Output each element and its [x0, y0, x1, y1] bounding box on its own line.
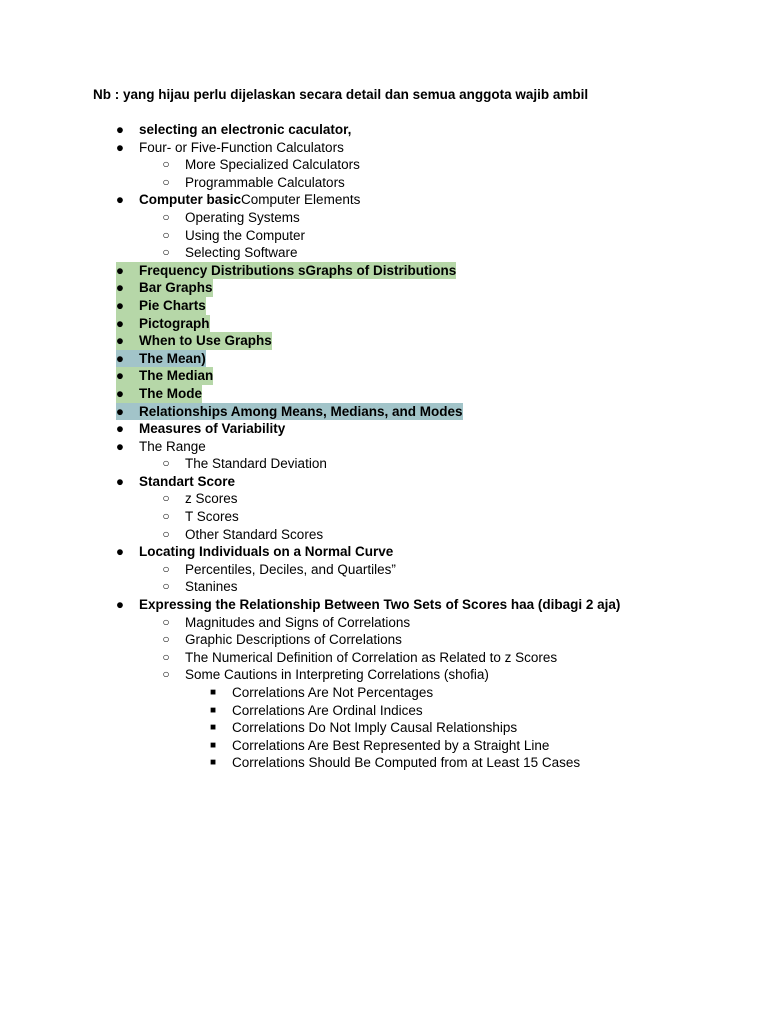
filled-circle-bullet-icon: ●: [115, 333, 125, 349]
list-item-plain-text: The Numerical Definition of Correlation as Related to z Scores: [185, 649, 558, 665]
hollow-circle-bullet-icon: ○: [162, 509, 170, 524]
hollow-circle-bullet-icon: ○: [162, 561, 170, 576]
list-item-text: [139, 543, 393, 561]
list-item-bold-text: Pictograph: [139, 315, 210, 331]
hollow-circle-bullet-icon: ○: [162, 456, 170, 471]
list-item-text: [185, 156, 360, 174]
list-item: [0, 403, 768, 421]
list-item-plain-text: Stanines: [185, 579, 238, 595]
list-item-text: [139, 403, 463, 421]
list-item-plain-text: Correlations Are Best Represented by a Straight Line: [232, 737, 550, 753]
list-item: [0, 666, 768, 684]
list-item-plain-text: Using the Computer: [185, 227, 306, 243]
list-item: [0, 473, 768, 491]
list-item-text: [185, 526, 323, 544]
list-item-text: [185, 614, 410, 632]
list-item-text: [139, 191, 360, 209]
list-item-plain-text: T Scores: [185, 509, 239, 525]
list-item-bold-text: The Median: [139, 368, 214, 384]
list-item: [0, 297, 768, 315]
list-item-text: [185, 631, 402, 649]
list-item-text: [139, 367, 213, 385]
list-item-plain-text: Programmable Calculators: [185, 174, 345, 190]
filled-circle-bullet-icon: ●: [115, 597, 125, 613]
list-item-text: [139, 385, 202, 403]
square-bullet-icon: ■: [209, 687, 217, 698]
filled-circle-bullet-icon: ●: [115, 315, 125, 331]
filled-circle-bullet-icon: ●: [115, 544, 125, 560]
filled-circle-bullet-icon: ●: [115, 473, 125, 489]
list-item-text: [139, 332, 272, 350]
list-item-text: [185, 508, 239, 526]
list-item-text: [185, 227, 305, 245]
list-item-bold-text: Standart Score: [139, 473, 236, 489]
filled-circle-bullet-icon: ●: [115, 403, 125, 419]
list-item: [0, 561, 768, 579]
list-item: [0, 420, 768, 438]
list-item: [0, 719, 768, 737]
list-item-plain-text: Correlations Do Not Imply Causal Relationships: [232, 720, 518, 736]
filled-circle-bullet-icon: ●: [115, 421, 125, 437]
hollow-circle-bullet-icon: ○: [162, 632, 170, 647]
list-item: [0, 279, 768, 297]
square-bullet-icon: ■: [209, 704, 217, 716]
list-item-text: [139, 262, 456, 280]
list-item-bold-text: Measures of Variability: [139, 421, 286, 437]
list-item: [0, 438, 768, 456]
list-item-plain-text: The Range: [139, 438, 206, 454]
list-item-plain-text: The Standard Deviation: [185, 456, 327, 472]
list-item: [0, 508, 768, 526]
hollow-circle-bullet-icon: ○: [162, 227, 170, 242]
list-item-text: [185, 209, 300, 227]
list-item: [0, 191, 768, 209]
list-item-text: [232, 702, 423, 720]
list-item-text: [232, 754, 580, 772]
list-item: [0, 139, 768, 157]
hollow-circle-bullet-icon: ○: [162, 649, 170, 664]
filled-circle-bullet-icon: ●: [115, 350, 125, 366]
filled-circle-bullet-icon: ●: [115, 280, 125, 296]
list-item-bold-text: The Mean): [139, 350, 206, 366]
list-item-plain-text: Some Cautions in Interpreting Correlations (shofia): [185, 667, 489, 683]
list-item-text: [232, 684, 433, 702]
list-item: [0, 315, 768, 333]
list-item: [0, 596, 768, 614]
filled-circle-bullet-icon: ●: [115, 192, 125, 208]
list-item: [0, 121, 768, 139]
list-item-text: [139, 297, 206, 315]
filled-circle-bullet-icon: ●: [115, 368, 125, 384]
filled-circle-bullet-icon: ●: [115, 122, 125, 137]
list-item-text: [185, 455, 327, 473]
list-item-bold-text: Relationships Among Means, Medians, and Modes: [139, 403, 463, 419]
outline-list: [0, 121, 768, 772]
filled-circle-bullet-icon: ●: [115, 139, 125, 155]
list-item: [0, 332, 768, 350]
list-item-plain-text: Graphic Descriptions of Correlations: [185, 632, 402, 648]
list-item-text: [185, 490, 238, 508]
list-item-plain-text: Operating Systems: [185, 209, 300, 225]
list-item-text: [232, 719, 517, 737]
list-item-plain-text: Correlations Should Be Computed from at Least 15 Cases: [232, 755, 581, 771]
square-bullet-icon: ■: [209, 739, 217, 751]
list-item-bold-text: Expressing the Relationship Between Two Sets of Scores haa (dibagi 2 aja): [139, 597, 621, 613]
hollow-circle-bullet-icon: ○: [162, 667, 170, 682]
list-item-bold-text: The Mode: [139, 385, 202, 401]
list-item-text: [185, 561, 396, 579]
list-item: [0, 244, 768, 262]
hollow-circle-bullet-icon: ○: [162, 174, 170, 189]
hollow-circle-bullet-icon: ○: [162, 526, 170, 541]
list-item-plain-text: Percentiles, Deciles, and Quartiles”: [185, 561, 396, 577]
filled-circle-bullet-icon: ●: [115, 262, 125, 278]
list-item: [0, 702, 768, 720]
list-item: [0, 754, 768, 772]
note-heading: Nb : yang hijau perlu dijelaskan secara detail dan semua anggota wajib ambil: [93, 87, 589, 102]
list-item-plain-text: Correlations Are Ordinal Indices: [232, 702, 423, 718]
list-item: [0, 385, 768, 403]
list-item: [0, 156, 768, 174]
list-item-text: [185, 666, 489, 684]
list-item-text: [232, 737, 549, 755]
list-item-plain-text: Selecting Software: [185, 245, 298, 261]
list-item: [0, 543, 768, 561]
list-item: [0, 526, 768, 544]
list-item-plain-text: Four- or Five-Function Calculators: [139, 139, 344, 155]
square-bullet-icon: ■: [209, 757, 217, 769]
list-item-text: [139, 121, 351, 139]
list-item-plain-text: Magnitudes and Signs of Correlations: [185, 614, 411, 630]
list-item-bold-text: Pie Charts: [139, 297, 206, 313]
list-item-text: [139, 315, 210, 333]
list-item-text: [139, 139, 344, 157]
hollow-circle-bullet-icon: ○: [162, 157, 170, 172]
list-item-plain-text: Computer Elements: [241, 192, 361, 208]
list-item-plain-text: More Specialized Calculators: [185, 157, 360, 173]
list-item-plain-text: Other Standard Scores: [185, 526, 324, 542]
list-item-text: [185, 649, 557, 667]
list-item: [0, 227, 768, 245]
list-item: [0, 684, 768, 702]
list-item-text: [139, 596, 620, 614]
list-item-text: [185, 578, 238, 596]
list-item: [0, 350, 768, 368]
list-item-bold-text: selecting an electronic caculator,: [139, 122, 352, 137]
list-item-bold-text: Computer basic: [139, 192, 242, 208]
filled-circle-bullet-icon: ●: [115, 297, 125, 313]
list-item: [0, 367, 768, 385]
list-item: [0, 262, 768, 280]
list-item: [0, 631, 768, 649]
hollow-circle-bullet-icon: ○: [162, 491, 170, 506]
list-item-bold-text: Bar Graphs: [139, 280, 213, 296]
list-item: [0, 737, 768, 755]
list-item-text: [139, 279, 213, 297]
list-item: [0, 578, 768, 596]
list-item-plain-text: z Scores: [185, 491, 238, 507]
list-item-text: [185, 244, 298, 262]
list-item-text: [185, 174, 345, 192]
list-item: [0, 209, 768, 227]
list-item-bold-text: When to Use Graphs: [139, 333, 272, 349]
hollow-circle-bullet-icon: ○: [162, 579, 170, 594]
list-item: [0, 649, 768, 667]
hollow-circle-bullet-icon: ○: [162, 209, 170, 224]
list-item-bold-text: Frequency Distributions sGraphs of Distributions: [139, 262, 457, 278]
list-item: [0, 490, 768, 508]
list-item-text: [139, 473, 235, 491]
list-item-bold-text: Locating Individuals on a Normal Curve: [139, 544, 394, 560]
square-bullet-icon: ■: [209, 722, 217, 734]
list-item-plain-text: Correlations Are Not Percentages: [232, 685, 434, 700]
list-item: [0, 614, 768, 632]
hollow-circle-bullet-icon: ○: [162, 245, 170, 260]
filled-circle-bullet-icon: ●: [115, 438, 125, 454]
filled-circle-bullet-icon: ●: [115, 385, 125, 401]
list-item: [0, 455, 768, 473]
list-item-text: [139, 438, 206, 456]
hollow-circle-bullet-icon: ○: [162, 614, 170, 629]
list-item-text: [139, 350, 206, 368]
list-item-text: [139, 420, 285, 438]
list-item: [0, 174, 768, 192]
